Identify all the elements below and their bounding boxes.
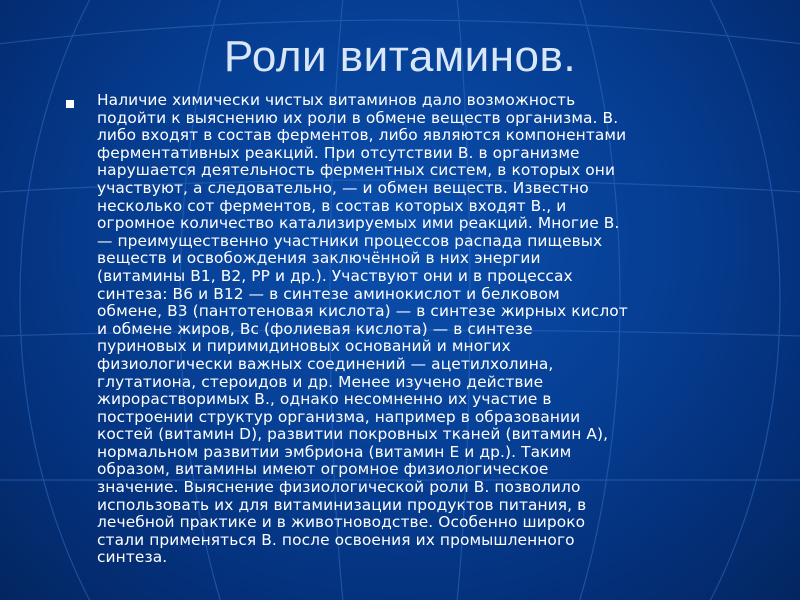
body-line: физиологически важных соединений — ацетилхолина, xyxy=(97,354,554,373)
body-line: костей (витамин D), развитии покровных тканей (витамин A), xyxy=(97,425,609,444)
body-line: образом, витамины имеют огромное физиологическое xyxy=(97,460,549,479)
body-line: жирорастворимых В., однако несомненно их участие в xyxy=(97,390,552,409)
body-line: ферментативных реакций. При отсутствии В. в организме xyxy=(97,143,580,162)
body-line: лечебной практике и в животноводстве. Особенно широко xyxy=(97,513,586,532)
body-line: несколько сот ферментов, в состав которых входят В., и xyxy=(97,196,567,215)
body-line: нарушается деятельность ферментных систем, в которых они xyxy=(97,161,616,180)
body-line: обмене, B3 (пантотеновая кислота) — в синтезе жирных кислот xyxy=(97,302,628,321)
slide-title: Роли витаминов. xyxy=(223,32,577,81)
body-line: стали применяться В. после освоения их промышленного xyxy=(97,530,575,549)
body-line: использовать их для витаминизации продуктов питания, в xyxy=(97,495,587,514)
body-line: огромное количество катализируемых ими реакций. Многие В. xyxy=(97,214,620,233)
square-bullet-icon xyxy=(66,100,74,108)
body-line: построении структур организма, например в образовании xyxy=(97,407,581,426)
body-line: Наличие химически чистых витаминов дало возможность xyxy=(97,91,576,109)
body-line: подойти к выяснению их роли в обмене веществ организма. В. xyxy=(97,108,619,127)
body-line: веществ и освобождения заключённой в них энергии xyxy=(97,249,541,268)
body-line: синтеза: B6 и B12 — в синтезе аминокислот и белковом xyxy=(97,284,560,303)
slide-body-text xyxy=(97,92,745,567)
body-line: глутатиона, стероидов и др. Менее изучено действие xyxy=(97,372,544,391)
body-line: значение. Выяснение физиологической роли В. позволило xyxy=(97,478,581,497)
body-line: — преимущественно участники процессов распада пищевых xyxy=(97,231,603,250)
body-line: пуриновых и пиримидиновых оснований и многих xyxy=(97,337,511,356)
body-line: нормальном развитии эмбриона (витамин E и др.). Таким xyxy=(97,442,572,461)
body-line: участвуют, а следовательно, — и обмен веществ. Известно xyxy=(97,178,589,197)
body-line: (витамины B1, B2, PP и др.). Участвуют они и в процессах xyxy=(97,266,573,285)
body-line: и обмене жиров, Bc (фолиевая кислота) — в синтезе xyxy=(97,319,533,338)
body-line: синтеза. xyxy=(97,548,168,567)
body-line: либо входят в состав ферментов, либо являются компонентами xyxy=(97,126,627,145)
